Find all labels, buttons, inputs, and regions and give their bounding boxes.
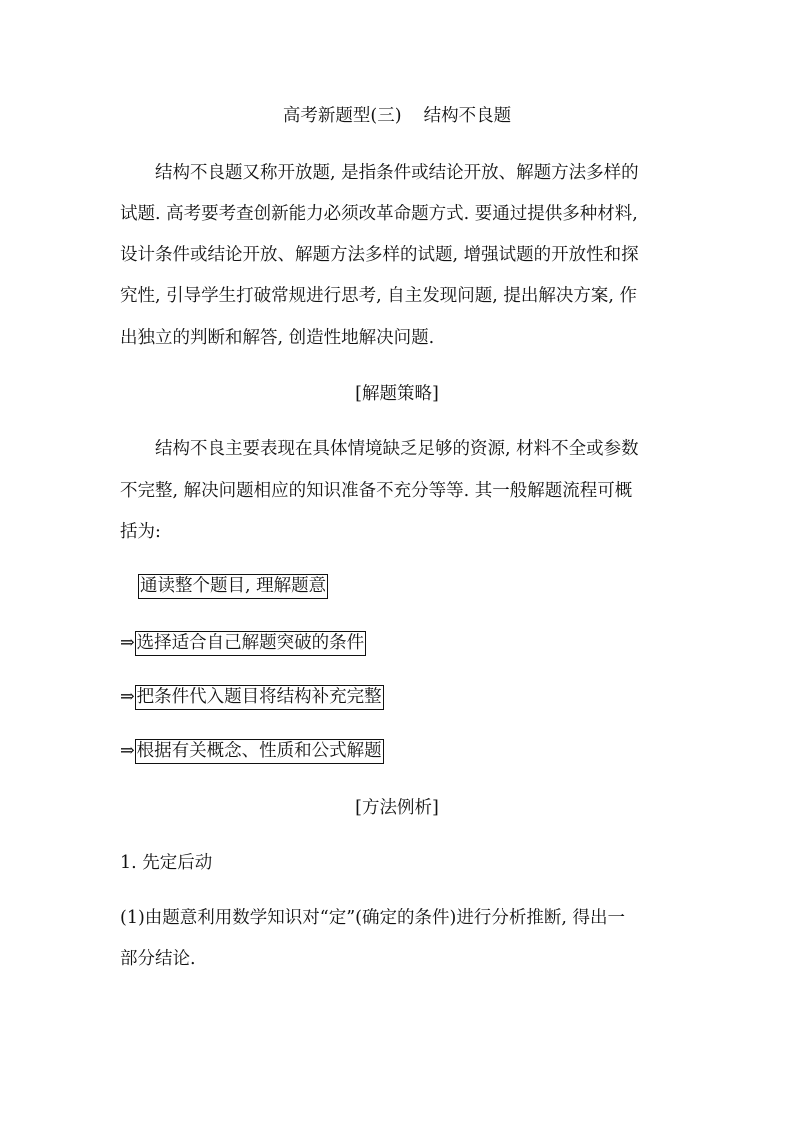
flow-step-4-box: 根据有关概念、性质和公式解题 <box>135 739 384 764</box>
intro-line-5: 出独立的判断和解答, 创造性地解决问题. <box>120 328 435 348</box>
strategy-line-1: 结构不良主要表现在具体情境缺乏足够的资源, 材料不全或参数 <box>155 439 639 459</box>
item1-line-2: 部分结论. <box>120 949 196 969</box>
flow-step-2 <box>120 631 366 656</box>
strategy-line-2: 不完整, 解决问题相应的知识准备不充分等等. 其一般解题流程可概 <box>120 481 633 501</box>
flow-arrow-icon: ⇒ <box>120 687 135 707</box>
intro-line-2: 试题. 高考要考查创新能力必须改革命题方式. 要通过提供多种材料, <box>120 204 638 224</box>
strategy-line-3: 括为: <box>120 522 161 542</box>
flow-step-1-box: 通读整个题目, 理解题意 <box>138 574 328 599</box>
flow-step-1 <box>138 574 328 599</box>
flow-step-2-box: 选择适合自己解题突破的条件 <box>135 631 367 656</box>
flow-step-4 <box>120 739 384 764</box>
section-heading-strategy: [解题策略] <box>355 384 439 404</box>
title-sub: 结构不良题 <box>423 106 512 126</box>
item1-heading: 1. 先定后动 <box>120 853 213 873</box>
item1-line-1: (1)由题意利用数学知识对“定”(确定的条件)进行分析推断, 得出一 <box>120 908 625 928</box>
flow-arrow-icon: ⇒ <box>120 633 135 653</box>
page-title <box>0 104 794 128</box>
flow-arrow-icon: ⇒ <box>120 741 135 761</box>
flow-step-3-box: 把条件代入题目将结构补充完整 <box>135 685 384 710</box>
flow-step-3 <box>120 685 384 710</box>
section-heading-examples: [方法例析] <box>355 798 439 818</box>
intro-line-3: 设计条件或结论开放、解题方法多样的试题, 增强试题的开放性和探 <box>120 245 639 265</box>
intro-line-1: 结构不良题又称开放题, 是指条件或结论开放、解题方法多样的 <box>155 163 639 183</box>
title-main: 高考新题型(三) <box>282 106 402 126</box>
intro-line-4: 究性, 引导学生打破常规进行思考, 自主发现问题, 提出解决方案, 作 <box>120 286 637 306</box>
